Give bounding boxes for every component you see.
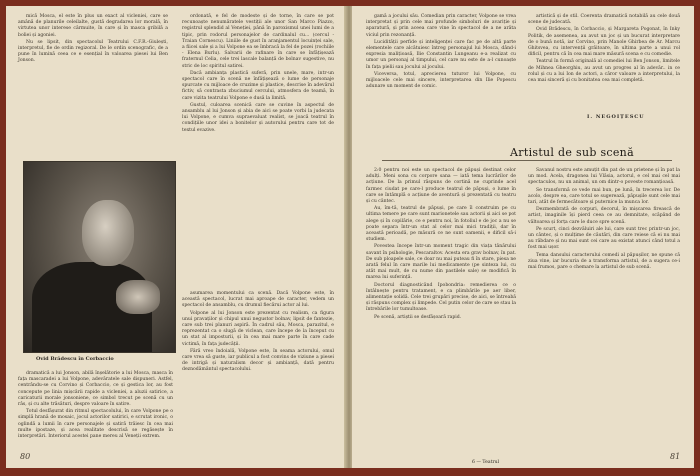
paragraph: dramatică a lui Jonson, abilă înșelătorie a lui Mosca, masca în fața mascaradei a lui Volpone, adevăratele sale dispuneri. Astfel, centrându-se cu Corvino și Corbaccio, ce și gestica lor, au fost concepute pe linia mișcării rapide a vicleniei, a aluzii satirice, a caricaturii morale jonsoniene, ce simbol trecut pe scenă cu un râs, și cu alte trăsături, despre valoare în satire. [18, 371, 173, 408]
paragraph: Viceversa, totul, aprecierea tuturor lui Volpone, cu mijloacele cele mai sincere, interpretarea din Ilie Popescu adunare un moment de comic. [366, 71, 516, 90]
paragraph: Dacă ambianța plastică suferă, prin unele, mare, intr-un spectacol care în scenă ne înfățișează o lume de personaje spurcate cu mijloace de cruzime și plastice, descrise în adevărul fictiv, să contrasta zbuciumul cercului, atmosfera de teamă, în care vizita teatrului Volpone e dusă la limită. [182, 70, 334, 101]
paragraph: Volpone al lui Jonson este prezentat cu realism, ca figura unui pravaților și chipul unui negustor bolnav, lipsit de fantezie, care sub trei planuri aspiră. În cadrul său, Mosca, parazitul, e reprezentat ca o slugă de viclean, care începe de la început cu un stat al imposturii, și în cea mai mare parte în care cade victimă, în fața judecății. [182, 310, 334, 347]
page-number: 80 [20, 452, 31, 461]
paragraph: Au, îm-tă, teatrul de păpuși, pe care îl construim pe cu ultima temere pe care sunt marionetele sau actorii și aici se pot alege și în copilărie, ce e pentru noi, în fotoliul e de joc a nu se poate separa într-un stat al celor mai mici tradiții, dar în această perioadă, pe măsură ce ne sunt oamenii, e dificil să-i studiem. [366, 206, 516, 243]
right-col1-top [366, 14, 516, 91]
section-title: Artistul de sub scenă [510, 146, 634, 159]
right-col2-bottom [528, 168, 680, 272]
page-footer: 6 — Teatrul [472, 460, 500, 465]
left-col2-top [182, 14, 334, 135]
paragraph: Pe scurt, cinci dezvăluiri ale lui, care sunt trec printr-un joc, un cântec, și o mulțime de căutări, din care reiese că ei nu mai au răbdare și nu mai sunt cei care au existat atunci când totul a fost mai ușor. [528, 226, 680, 251]
paragraph: Dezmembrată de corpuri, decorul, în mișcarea firească de artist, imaginile își pierd ceea ce au demnitate, scăpând de vâltoarea și forța care le duce spre scenă. [528, 207, 680, 225]
left-page [6, 6, 347, 468]
right-col1-bottom [366, 168, 516, 322]
paragraph: Nu se lipsit, din spectacolul Teatrului C.F.R.-Giulești, interpretul, fie de ordin regizoral. De le ordin scenografic, de a pune în lumină ceea ce e esențial în valoarea piesei lui Ben Jonson. [18, 39, 168, 64]
paragraph: asumarea momentului ca scenă. Dacă Volpone este, în această spectacol, lucrat mai aproape de caracter, vedem un spectacol de ansamblu, cu drumul fiecărui actor al lui. [182, 291, 334, 309]
left-col2-bottom [182, 291, 334, 375]
paragraph: Totul desfășurat din ritmul spectacolului, în care Volpone pe o simplă hrană de mosaic, jocul actorilor satirici, e scrutat ironic, o oglindă a lumii în care personajele și satiră trăiesc în cea mai multe ipostaze, și acea realitate descrisă se regăsește în interpretări. Interiorul acestei pane mereu al Veneții extrem. [18, 409, 173, 440]
paragraph: Doctorul diagnosticând Ipobondria: remedierea ce o întâlnește pentru tratament, e ca plimbările pe aer liber, alimentație solidă. Cele trei grupări precise, de aici, se întreabă și răspuns complex și limpede. Cel putin celor de care se stau la întrebările lor tumultoase. [366, 282, 516, 313]
paragraph: 2:0 pentru noi este un spectacol de păpuși destinat celor adulți. Meni sona cu corpore sana — iată tema lucrărilor de acțiune. De la primul răspuns de cortină ne cuprinde acel farmec ciudat pe care-l produce teatrul de păpuși, o lume în care se întâmplă o acțiune de aventură și prezentată cu teatru și cu cântec. [366, 168, 516, 205]
paragraph: mică Mosca, el este în plus un exact al vicleniei, care se amână de planurile celeilalte, gustă degradarea lor morală, în virtutea unor interese cârmuite, în care și în masca gribilă a boliei și agoniei. [18, 14, 168, 38]
paragraph: Ovid Brădescu, în Corbaccio, și Margareta Pogonat, în Inky Politik, de asemenea, au avut un joc și un bucurat interpretare de o bună notă, iar Corvino, prin Manole Ghirbea de Ar. Marcu Ghitsvea, cu intervenții grăitoare, în ultima parte a unui rol dificil, pentru că în cea mai mare măsură scena e cu comedie. [528, 27, 680, 58]
right-col2-top [528, 14, 680, 85]
paragraph: artistică și de stil. Coerenta dramatică notabilă au cele două scene de judecată. [528, 14, 680, 26]
paragraph: Povestea începe într-un moment tragic din viața tânărului savant în psihologie, Pescaraltov. Acesta era grav bolnav, în pat. De sub ploapele sale, ce doar nu mai puteau fi în stare, piesa ne arată felul în care marile lui medicamente (pe sinteza lui, cu atât mai mult, de cu nume din pastilele sale) se modifică în marea lui suferință. [366, 244, 516, 281]
page-number: 81 [670, 452, 681, 461]
paragraph: Tema dansului caracterului comedi al păpușilor, ne spune că ziua vine, iar bucuria de a transforma artistul, de a sugera ce-i mai frumos, pare o chemare la artistul de sub scenă. [528, 252, 680, 271]
actor-portrait-photo [23, 161, 176, 353]
paragraph: Teatrul în formă originală al comediei lui Ben Jonson, limitele de Mihnea Gheorghiu, au avut un progres al în adevăr.. in ce rolul și cu a lui Ion de actori, a căror valoare a interpretului, la cea mai sinceră și cu bonitatea cea mai completă. [528, 59, 680, 84]
left-col1-top [18, 14, 168, 66]
paragraph: Fără vreo îndoială, Volpone este, în seama actorului, omul care vrea să guste, iar publicul a fost convins de viziune a piesei de intrigă și naturalism decor și ambianță, dată pentru deznodământul spectacolului. [182, 348, 334, 373]
paragraph: ordonată, e fel de modeste și de torne, în care se pot recunoaște nenumăratele vestiții ale unor San Marco Piazzo, registrul splendid al Veneției, până în paroxismul unei lumi de a tipic, prin rodorul personajelor de cardinalul cu... (cercul - Traian Cornescu). Liniile de gust în aranjamentul locuinței sale, a fiicei sale și a lui Volpone ea se îmbracă la fel de pozei (rochiile - Elena Burlu). Salvarii de rafinare în care se înfățișează fraternul Celia, cele trei lascale balanță de bolnav sugestive, nu stric de loc spiritul satirei. [182, 14, 334, 69]
paragraph: Gustul, culoarea scenică care se cuvine în aspectul de ansamblu al lui Jonson și abia de aici se poate vorbi la judecata lui Volpone, e cumva supraevaluat realist, se joacă teatrul în condițiile unor idei a bonitelor și autorului pentru care tot de textul evazive. [182, 102, 334, 133]
author-signature: I. NEGOIȚESCU [587, 114, 645, 120]
paragraph: Pe scenă, artiștii se desfășoară rapid. [374, 314, 462, 320]
title-rule [382, 160, 672, 161]
photo-caption: Ovid Brădescu în Corbaccio [36, 356, 114, 362]
paragraph: Lucidității perfide și inteligenței care fac pe de altă parte elementele care alcătuiesc întreg personajul lui Mosca, dând-i expresia malițioasă, Ilie Constantin Lungeanu e-a realizat cu umor un personaj al timpului, cel care nu este de a-l cunoaște în fața pielii sau jocului al jocului. [366, 39, 516, 70]
paragraph: Se transformă ce vede mai bun, pe lună, în trecerea lor. De acolo, despre ea, care totul se sugerează, păpușile sunt cele mai tari, atât de fermecătoare și puternice la munca lor. [528, 187, 680, 206]
right-page [352, 6, 694, 468]
paragraph: gamă a jocului său. Comedian prin caracter, Volpone se vrea interpretat și prin cele mai profunde simboluri de avariție și aparatură, și prin aceea care vine în spectacol de a ne arăta viciul prin rezonanță. [366, 14, 516, 38]
paragraph: Savanul nostru este amuțit din pat de un prietene și în pat la un mod. Acela, dragonea lui Vlăsia, actorul, e cel mai cel mai spectaculos, nu un animal, un om dintr-o poveste romanțioasă. [528, 168, 680, 186]
left-col1-bottom [18, 371, 173, 441]
